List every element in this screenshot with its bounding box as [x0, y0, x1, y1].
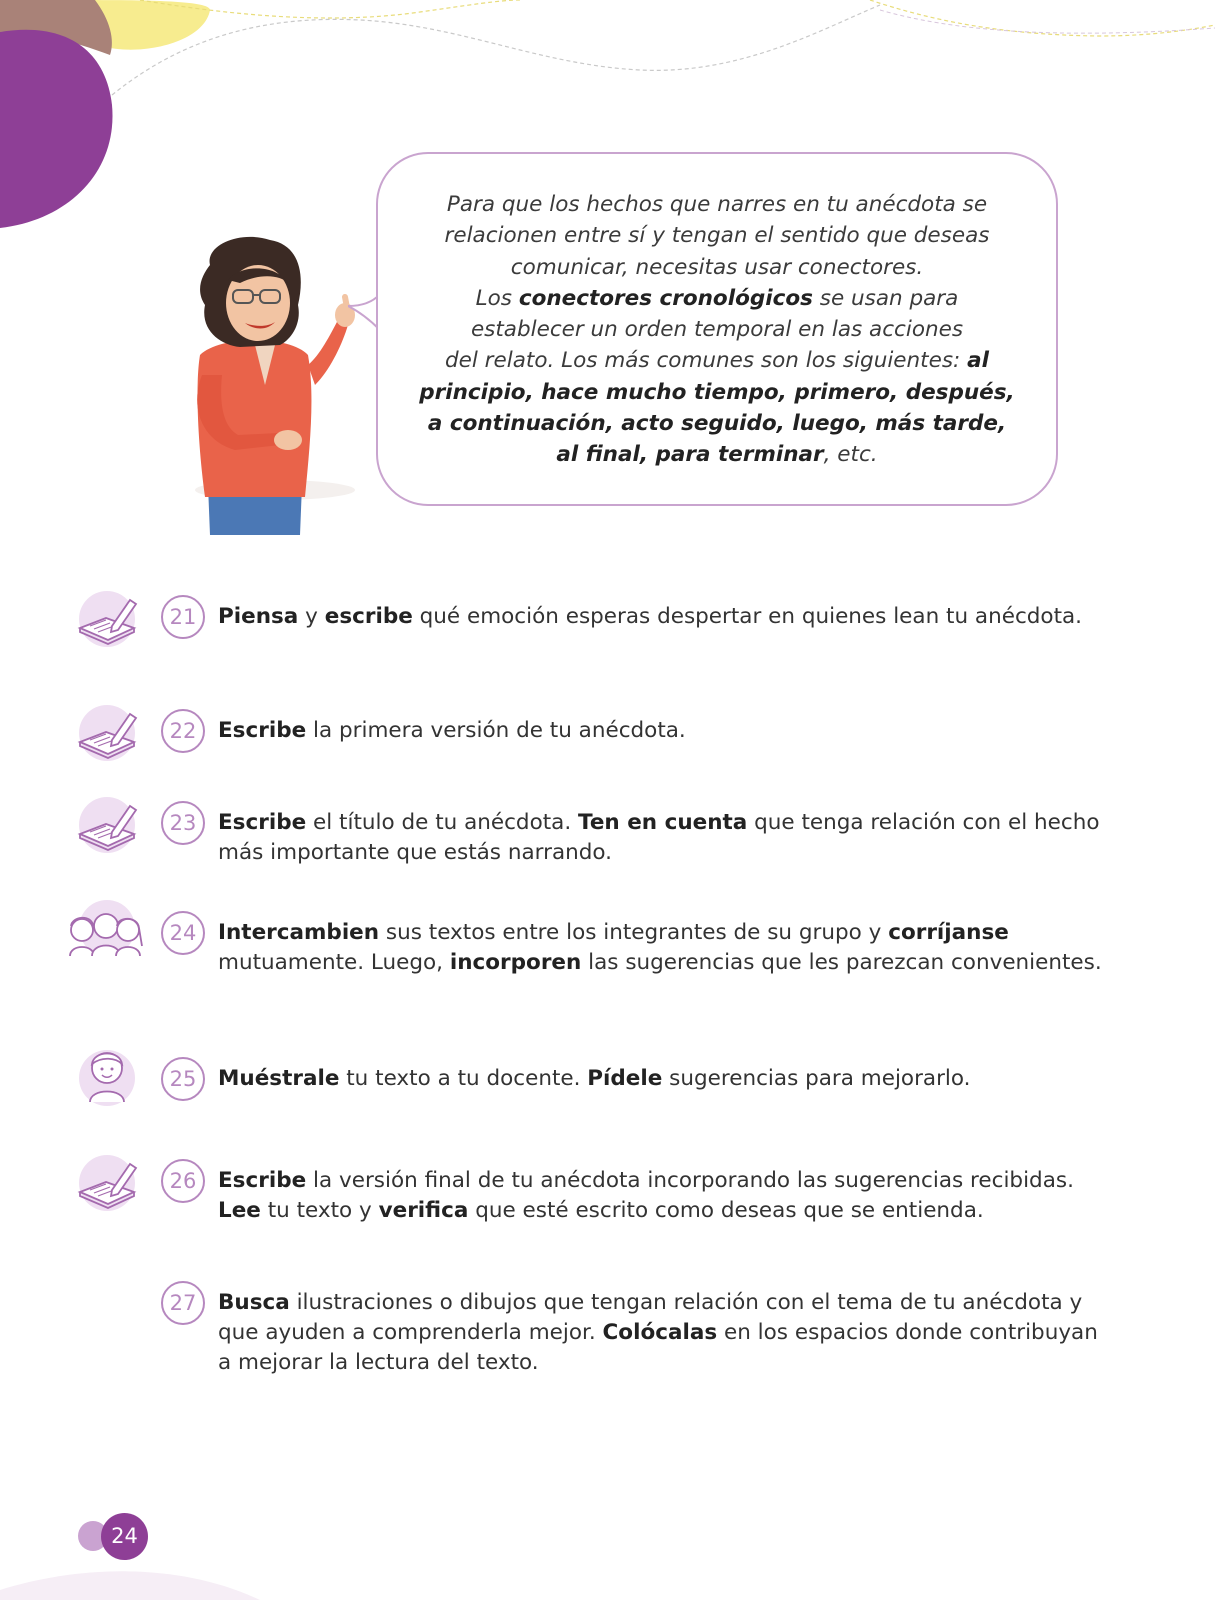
action-verb: Pídele — [587, 1066, 663, 1091]
action-verb: escribe — [324, 604, 413, 629]
text-run: y — [298, 604, 325, 629]
action-verb: Piensa — [218, 604, 299, 629]
action-verb: Lee — [218, 1198, 261, 1223]
action-verb: Colócalas — [602, 1320, 718, 1345]
text-run: que esté escrito como deseas que se entienda. — [468, 1198, 984, 1223]
activity-number: 22 — [161, 709, 205, 753]
teacher-illustration — [180, 235, 370, 555]
action-verb: Busca — [218, 1290, 290, 1315]
text-run: la primera versión de tu anécdota. — [306, 718, 686, 743]
tip-line: establecer un orden temporal en las acciones — [470, 317, 964, 343]
text-run: sugerencias para mejorarlo. — [662, 1066, 971, 1091]
activity-number: 23 — [161, 801, 205, 845]
text-run: tu texto y — [260, 1198, 379, 1223]
page-number: 24 — [101, 1513, 148, 1560]
action-verb: corríjanse — [888, 920, 1009, 945]
text-run: sus textos entre los integrantes de su grupo y — [379, 920, 889, 945]
text-run: ilustraciones o dibujos que tengan relación con el tema de tu anécdota y que ayuden a comprenderla mejor. — [218, 1290, 1083, 1345]
activity-number: 25 — [161, 1057, 205, 1101]
action-verb: Escribe — [218, 718, 307, 743]
tip-line: se usan para — [812, 285, 959, 311]
writing-book-icon — [72, 790, 142, 860]
activity-number: 21 — [161, 595, 205, 639]
action-verb: Ten en cuenta — [578, 810, 748, 835]
activity-text — [218, 918, 1108, 978]
student-icon — [72, 1040, 142, 1110]
action-verb: Escribe — [218, 1168, 307, 1193]
writing-book-icon — [72, 1148, 142, 1218]
activity-number: 24 — [161, 911, 205, 955]
tip-keyword: principio, hace mucho tiempo, primero, después, — [419, 379, 1015, 405]
tip-line: del relato. Los más comunes son los siguientes: — [445, 348, 968, 374]
activity-number: 27 — [161, 1281, 205, 1325]
action-verb: Intercambien — [218, 920, 380, 945]
activity-text — [218, 808, 1108, 868]
text-run: las sugerencias que les parezcan convenientes. — [581, 950, 1102, 975]
writing-book-icon — [72, 698, 142, 768]
action-verb: Muéstrale — [218, 1066, 340, 1091]
action-verb: Escribe — [218, 810, 307, 835]
tip-keyword: a continuación, acto seguido, luego, más tarde, — [427, 411, 1007, 437]
tip-line: Los — [475, 285, 519, 311]
tip-line: comunicar, necesitas usar conectores. — [510, 254, 924, 280]
text-run: qué emoción esperas despertar en quienes lean tu anécdota. — [412, 604, 1083, 629]
tip-line: Para que los hechos que narres en tu anécdota se — [446, 192, 988, 217]
action-verb: verifica — [378, 1198, 469, 1223]
activity-number: 26 — [161, 1159, 205, 1203]
bottom-decoration — [0, 1560, 1215, 1600]
text-run: la versión final de tu anécdota incorporando las sugerencias recibidas. — [306, 1168, 1074, 1193]
group-work-icon — [62, 898, 148, 968]
activity-text — [218, 1166, 1108, 1226]
text-run: en los espacios donde contribuyan a mejorar la lectura del texto. — [218, 1320, 1098, 1375]
activity-text — [218, 1288, 1108, 1378]
tip-keyword: conectores cronológicos — [518, 285, 813, 311]
tip-keyword: al final, para terminar — [556, 442, 824, 468]
writing-book-icon — [72, 584, 142, 654]
activity-text — [218, 602, 1108, 632]
text-run: que tenga relación con el hecho más importante que estás narrando. — [218, 810, 1100, 865]
tip-keyword: al — [967, 348, 989, 374]
connectors-tip-bubble — [376, 152, 1058, 506]
text-run: tu texto a tu docente. — [339, 1066, 588, 1091]
action-verb: incorporen — [449, 950, 582, 975]
text-run: el título de tu anécdota. — [306, 810, 579, 835]
tip-line: , etc. — [823, 442, 878, 468]
tip-line: relacionen entre sí y tengan el sentido que deseas — [444, 223, 990, 249]
activity-text — [218, 716, 1108, 746]
text-run: mutuamente. Luego, — [218, 950, 450, 975]
activity-text — [218, 1064, 1108, 1094]
